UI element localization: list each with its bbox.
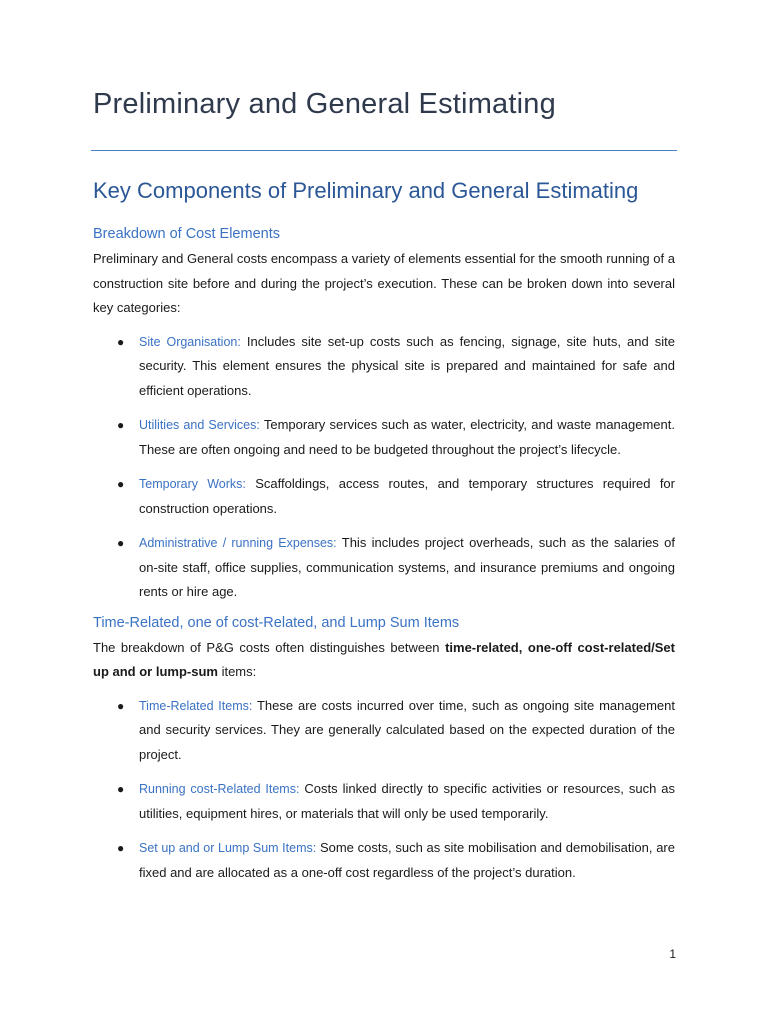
item-label: Site Organisation: [139, 334, 241, 349]
item-label: Set up and or Lump Sum Items: [139, 841, 317, 855]
item-text: This includes project overheads, such as the salaries of on-site staff, office supplies, communication systems, and insurance premiums and ongoing rents or hire age. [139, 535, 675, 599]
page-number: 1 [669, 947, 676, 961]
item-label: Administrative / running Expenses: [139, 536, 337, 550]
time-related-heading: Time-Related, one of cost-Related, and Lump Sum Items [93, 614, 460, 631]
bullet-icon: ● [117, 418, 125, 432]
item-label: Time-Related Items: [139, 698, 253, 713]
time-related-list [93, 694, 675, 886]
list-item [93, 836, 675, 885]
list-item [93, 472, 675, 521]
list-item [93, 330, 675, 404]
bullet-icon: ● [117, 782, 125, 796]
bullet-icon: ● [117, 334, 125, 349]
title-divider [91, 150, 677, 151]
item-text: Temporary services such as water, electricity, and waste management. These are often ongoing and need to be budgeted throughout the project’s lifecycle. [139, 417, 675, 457]
breakdown-intro: Preliminary and General costs encompass a variety of elements essential for the smooth running of a construction site before and during the project’s execution. These can be broken down into several key categories: [93, 251, 675, 315]
breakdown-heading: Breakdown of Cost Elements [93, 226, 280, 242]
list-item [93, 531, 675, 605]
breakdown-list [93, 330, 675, 605]
intro-start: The breakdown of P&G costs often distinguishes between [93, 639, 446, 655]
item-text: Costs linked directly to specific activities or resources, such as utilities, equipment hires, or materials that will only be used temporarily. [139, 781, 675, 821]
item-text: Includes site set-up costs such as fencing, signage, site huts, and site security. This element ensures the physical site is prepared and maintained for safe and efficient operations. [139, 333, 676, 398]
intro-bold-terms: time-related, one-off cost-related/Set up and or lump-sum [93, 639, 675, 679]
document-body [93, 178, 675, 895]
list-item [93, 413, 675, 462]
bullet-icon: ● [117, 477, 125, 491]
bullet-icon: ● [117, 536, 125, 550]
item-label: Utilities and Services: [139, 418, 260, 432]
time-related-intro [93, 636, 675, 685]
document-title: Preliminary and General Estimating [93, 88, 556, 120]
list-item [93, 777, 675, 826]
item-text: Some costs, such as site mobilisation and demobilisation, are fixed and are allocated as a one-off cost regardless of the project’s duration. [139, 840, 675, 880]
intro-end: items: [217, 664, 257, 679]
section-heading: Key Components of Preliminary and General Estimating [93, 178, 639, 203]
item-text: These are costs incurred over time, such as ongoing site management and security services. They are generally calculated based on the expected duration of the project. [139, 697, 675, 762]
bullet-icon: ● [117, 698, 125, 713]
item-label: Temporary Works: [139, 477, 246, 491]
bullet-icon: ● [117, 841, 125, 855]
item-label: Running cost-Related Items: [139, 782, 300, 796]
list-item [93, 694, 675, 768]
item-text: Scaffoldings, access routes, and temporary structures required for construction operations. [139, 476, 675, 516]
